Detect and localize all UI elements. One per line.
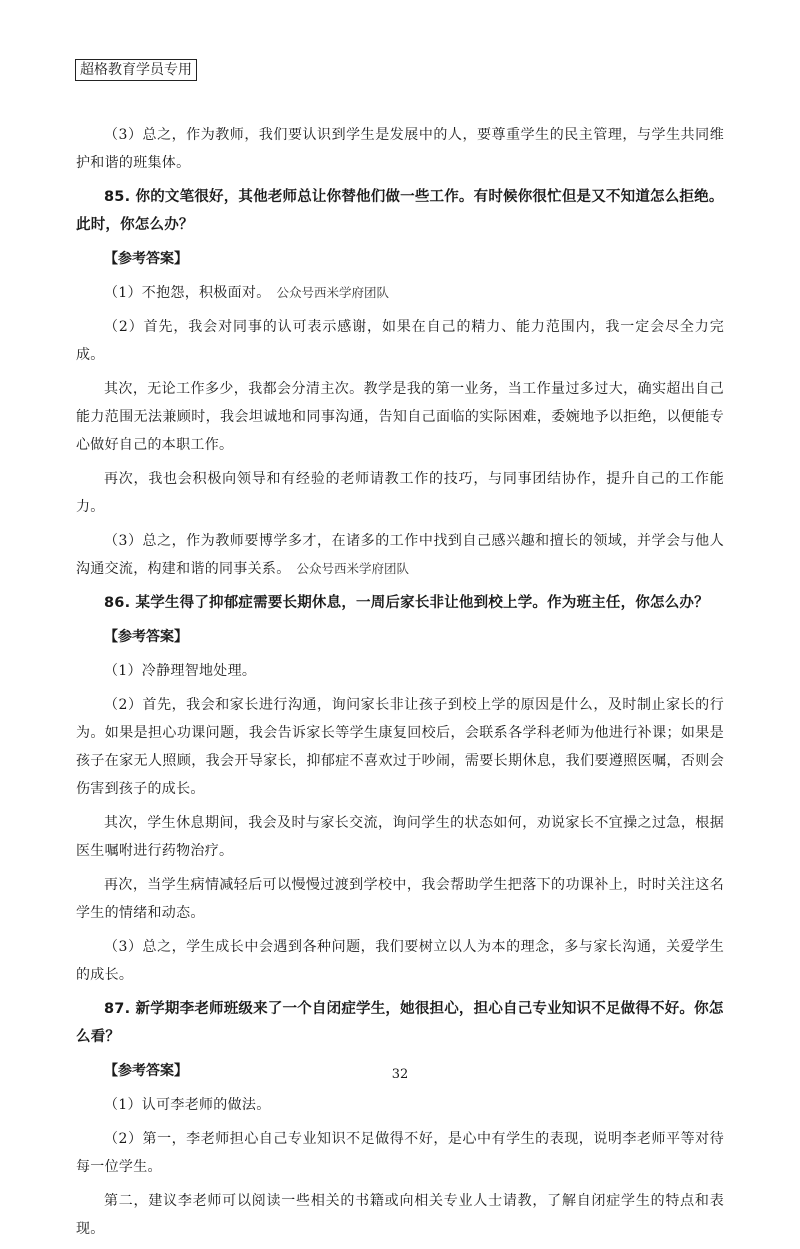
paragraph: 其次，学生休息期间，我会及时与家长交流，询问学生的状态如何，劝说家长不宜操之过急，根据医生嘱咐进行药物治疗。 bbox=[76, 815, 724, 859]
watermark-text: 公众号西米学府团队 bbox=[276, 285, 390, 300]
paragraph: （2）首先，我会和家长进行沟通，询问家长非让孩子到校上学的原因是什么，及时制止家长的行为。如果是担心功课问题，我会告诉家长等学生康复回校后，会联系各学科老师为他进行补课；如果是孩子在家无人照顾，我会开导家长，抑郁症不喜欢过于吵闹，需要长期休息，我们要遵照医嘱，否则会伤害到孩子的成长。 bbox=[76, 697, 724, 797]
answer-heading: 【参考答案】 bbox=[104, 1063, 188, 1079]
page-number: 32 bbox=[391, 1067, 409, 1082]
question-85: 85. 你的文笔很好，其他老师总让你替他们做一些工作。有时候你很忙但是又不知道怎么拒绝。此时，你怎么办？ bbox=[76, 189, 724, 233]
paragraph: （1）冷静理智地处理。 bbox=[104, 663, 257, 679]
answer-heading: 【参考答案】 bbox=[104, 629, 188, 645]
answer-heading: 【参考答案】 bbox=[104, 251, 188, 267]
paragraph: 第二，建议李老师可以阅读一些相关的书籍或向相关专业人士请教，了解自闭症学生的特点和表现。 bbox=[76, 1193, 724, 1237]
paragraph: （2）第一，李老师担心自己专业知识不足做得不好，是心中有学生的表现，说明李老师平等对待每一位学生。 bbox=[76, 1131, 724, 1175]
question-86: 86. 某学生得了抑郁症需要长期休息，一周后家长非让他到校上学。作为班主任，你怎么办？ bbox=[104, 595, 709, 611]
header-label: 超格教育学员专用 bbox=[75, 59, 197, 81]
paragraph: 再次，我也会积极向领导和有经验的老师请教工作的技巧，与同事团结协作，提升自己的工作能力。 bbox=[76, 471, 724, 515]
paragraph: （3）总之，学生成长中会遇到各种问题，我们要树立以人为本的理念，多与家长沟通，关爱学生的成长。 bbox=[76, 939, 724, 983]
paragraph: （2）首先，我会对同事的认可表示感谢，如果在自己的精力、能力范围内，我一定会尽全力完成。 bbox=[76, 319, 724, 363]
paragraph: 其次，无论工作多少，我都会分清主次。教学是我的第一业务，当工作量过多过大，确实超出自己能力范围无法兼顾时，我会坦诚地和同事沟通，告知自己面临的实际困难，委婉地予以拒绝，以便能专心做好自己的本职工作。 bbox=[76, 381, 724, 453]
question-87: 87. 新学期李老师班级来了一个自闭症学生，她很担心，担心自己专业知识不足做得不好。你怎么看？ bbox=[76, 1001, 724, 1045]
paragraph: （1）认可李老师的做法。 bbox=[104, 1097, 271, 1113]
watermark-text: 公众号西米学府团队 bbox=[296, 561, 410, 576]
paragraph: （3）总之，作为教师，我们要认识到学生是发展中的人，要尊重学生的民主管理，与学生共同维护和谐的班集体。 bbox=[76, 127, 724, 171]
paragraph: （1）不抱怨，积极面对。 公众号西米学府团队 bbox=[104, 285, 390, 301]
paragraph: （3）总之，作为教师要博学多才，在诸多的工作中找到自己感兴趣和擅长的领域，并学会与他人沟通交流，构建和谐的同事关系。 公众号西米学府团队 bbox=[76, 533, 724, 577]
paragraph: 再次，当学生病情减轻后可以慢慢过渡到学校中，我会帮助学生把落下的功课补上，时时关注这名学生的情绪和动态。 bbox=[76, 877, 724, 921]
